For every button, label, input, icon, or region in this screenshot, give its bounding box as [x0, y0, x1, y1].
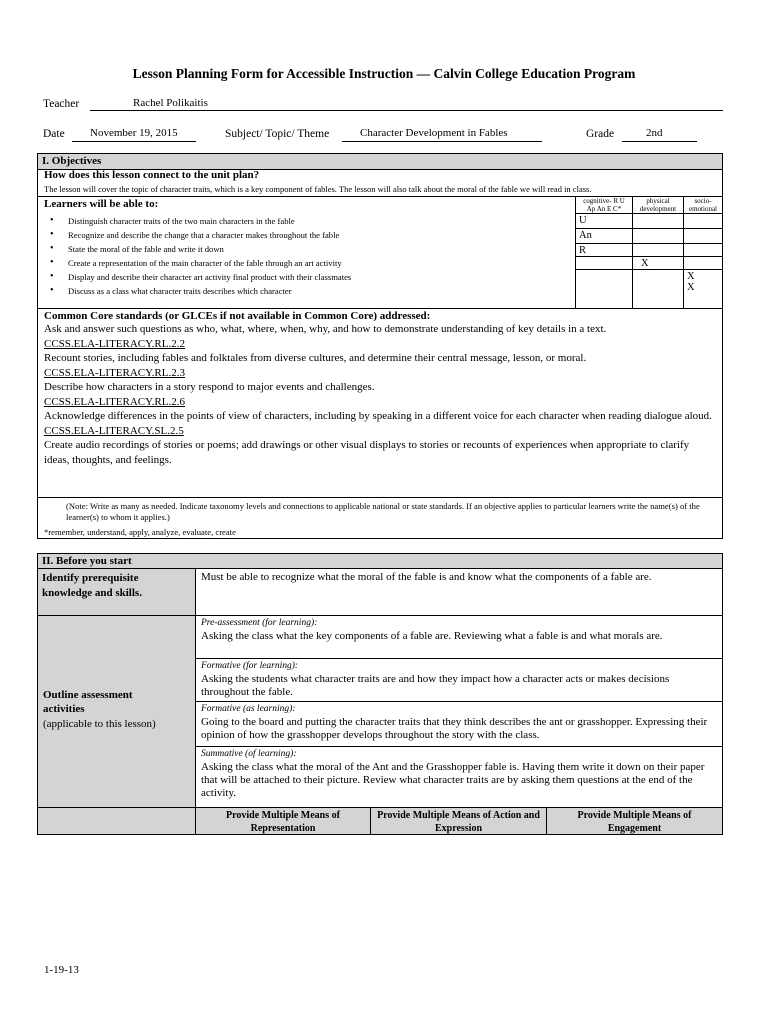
- cog-cell: [575, 269, 633, 309]
- assessment-label: Pre-assessment (for learning):: [201, 618, 318, 628]
- cog-cell: U: [575, 213, 633, 229]
- objective-item: • Recognize and describe the change that a character makes throughout the fable: [44, 228, 574, 242]
- connect-answer: The lesson will cover the topic of character traits, which is a key component of fables. The lesson will also talk about the moral of the fable we will read in class.: [44, 184, 592, 194]
- soc-cell: [683, 243, 723, 257]
- objective-list: [44, 214, 574, 298]
- soc-cell: [683, 228, 723, 244]
- assessment-text: Asking the class what the key components of a fable are. Reviewing what a fable is and what morals are.: [201, 630, 663, 642]
- subject-underline: [342, 141, 542, 142]
- teacher-label: Teacher: [43, 98, 80, 110]
- assessment-item: [195, 615, 723, 659]
- assessment-label: Formative (as learning):: [201, 704, 296, 714]
- phys-cell: [632, 228, 684, 244]
- cc-intro: Ask and answer such questions as who, what, where, when, why, and how to demonstrate understanding of key details in a text.: [44, 323, 607, 335]
- objective-item: • State the moral of the fable and write it down: [44, 242, 574, 256]
- objective-item: • Create a representation of the main character of the fable through an art activity: [44, 256, 574, 270]
- footer-date: 1-19-13: [44, 964, 79, 976]
- page-title: Lesson Planning Form for Accessible Instruction — Calvin College Education Program: [132, 66, 636, 81]
- assessment-item: [195, 701, 723, 747]
- col-header-physical: physical development: [632, 196, 684, 214]
- phys-cell: [632, 269, 684, 309]
- date-underline: [72, 141, 196, 142]
- subject-label: Subject/ Topic/ Theme: [225, 128, 330, 140]
- cog-cell: [575, 256, 633, 270]
- prereq-label: Identify prerequisite knowledge and skills.: [37, 568, 196, 616]
- grade-label: Grade: [586, 128, 615, 140]
- means-blank-cell: [37, 807, 196, 835]
- standard-link[interactable]: CCSS.ELA-LITERACY.RL.2.3: [44, 366, 185, 379]
- connect-question: How does this lesson connect to the unit plan?: [44, 169, 260, 181]
- assessment-item: [195, 658, 723, 702]
- footnote-text: *remember, understand, apply, analyze, evaluate, create: [44, 527, 236, 537]
- standard-link[interactable]: CCSS.ELA-LITERACY.SL.2.5: [44, 424, 184, 437]
- col-header-cognitive: cognitive- R U Ap An E C*: [575, 196, 633, 214]
- prereq-text: Must be able to recognize what the moral of the fable is and know what the components of a fable are.: [195, 568, 723, 616]
- objective-item: • Discuss as a class what character traits describes which character: [44, 284, 574, 298]
- objective-item: • Display and describe their character art activity final product with their classmates: [44, 270, 574, 284]
- soc-cell: [683, 256, 723, 270]
- means-representation: Provide Multiple Means of Representation: [195, 807, 371, 835]
- date-label: Date: [43, 128, 65, 140]
- cog-cell: An: [575, 228, 633, 244]
- assessment-item: [195, 746, 723, 808]
- standard-desc: Create audio recordings of stories or poems; add drawings or other visual displays to stories or recounts of experiences when appropriate to clarify ideas, thoughts, and feelings.: [44, 439, 690, 466]
- note-text: (Note: Write as many as needed. Indicate taxonomy levels and connections to applicable national or state standards. If an objective applies to particular learners write the name(s) of the learner(s) to whom it applies.): [66, 501, 700, 522]
- date-value: November 19, 2015: [90, 127, 178, 139]
- soc-cell: [683, 269, 723, 309]
- before-header: II. Before you start: [42, 555, 132, 567]
- assessment-text: Asking the class what the moral of the Ant and the Grasshopper fable is. Having them write it down on their paper that will be attached to their picture. Review what character traits are by asking them questions at the end of the activity.: [201, 761, 705, 799]
- means-engagement: Provide Multiple Means of Engagement: [546, 807, 723, 835]
- standard-desc: Recount stories, including fables and folktales from diverse cultures, and determine their central message, lesson, or moral.: [44, 352, 587, 364]
- assess-label-cell: [37, 615, 196, 808]
- objective-item: • Distinguish character traits of the two main characters in the fable: [44, 214, 574, 228]
- common-core-block: [44, 310, 716, 467]
- before-header-bar: [37, 553, 723, 569]
- learners-label: Learners will be able to:: [44, 198, 159, 210]
- soc-cell: [683, 213, 723, 229]
- subject-value: Character Development in Fables: [360, 127, 508, 139]
- assessment-label: Summative (of learning):: [201, 749, 297, 759]
- assess-sublabel: (applicable to this lesson): [43, 718, 156, 730]
- soc-mark: X: [687, 271, 695, 282]
- standard-link[interactable]: CCSS.ELA-LITERACY.RL.2.2: [44, 337, 185, 350]
- phys-cell: X: [632, 256, 684, 270]
- divider: [37, 497, 723, 498]
- divider: [37, 308, 723, 309]
- soc-mark: X: [687, 282, 695, 293]
- teacher-underline: [90, 110, 723, 111]
- assessment-text: Going to the board and putting the character traits that they think describes the ant or grasshopper. Expressing their opinion of how the grasshopper develops throughout the story with the class.: [201, 716, 708, 741]
- assess-label: Outline assessment activities: [43, 689, 133, 715]
- phys-cell: [632, 213, 684, 229]
- standard-desc: Describe how characters in a story respond to major events and challenges.: [44, 381, 375, 393]
- phys-cell: [632, 243, 684, 257]
- teacher-value: Rachel Polikaitis: [133, 97, 208, 109]
- standard-desc: Acknowledge differences in the points of view of characters, including by speaking in a different voice for each character when reading dialogue aloud.: [44, 410, 712, 422]
- assessment-label: Formative (for learning):: [201, 661, 299, 671]
- standard-link[interactable]: CCSS.ELA-LITERACY.RL.2.6: [44, 395, 185, 408]
- objectives-header: I. Objectives: [38, 154, 722, 170]
- grade-underline: [622, 141, 697, 142]
- means-action-expression: Provide Multiple Means of Action and Expression: [370, 807, 547, 835]
- col-header-socio: socio-emotional: [683, 196, 723, 214]
- grade-value: 2nd: [646, 127, 663, 139]
- cog-cell: R: [575, 243, 633, 257]
- cc-header: Common Core standards (or GLCEs if not available in Common Core) addressed:: [44, 310, 431, 322]
- assessment-text: Asking the students what character traits are and how they impact how a character acts or makes decisions throughout the fable.: [201, 673, 670, 698]
